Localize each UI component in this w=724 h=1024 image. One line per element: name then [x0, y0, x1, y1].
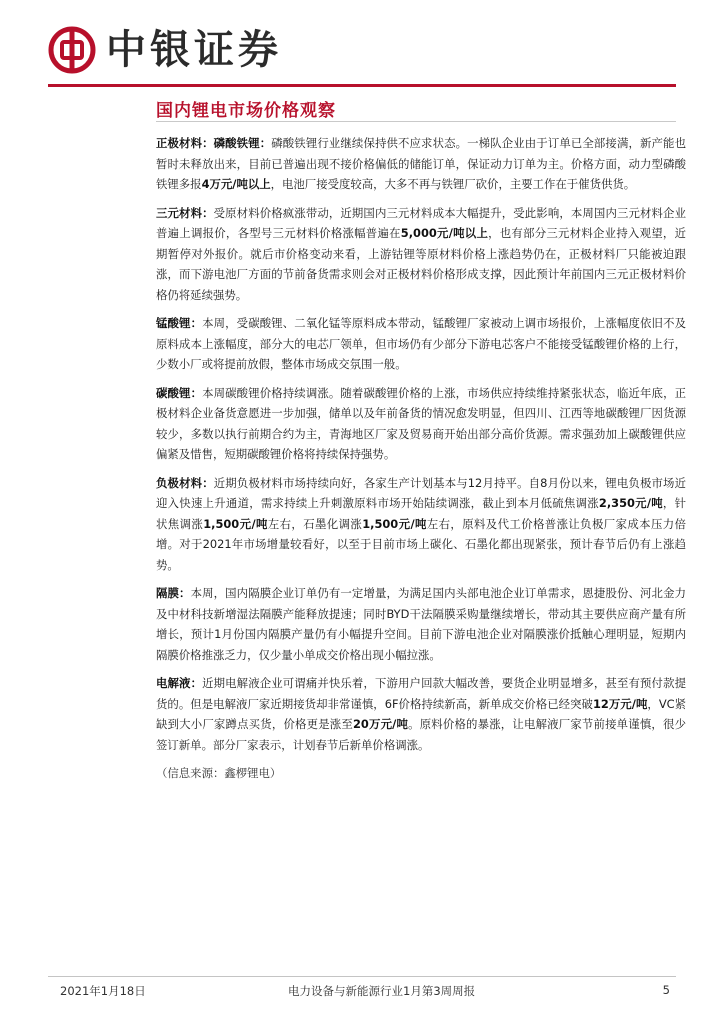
source-note: （信息来源：鑫椤锂电） [156, 766, 282, 780]
paragraph-text: 左右，石墨化调涨 [267, 516, 363, 531]
paragraph-cathode-lfp [156, 133, 686, 195]
header-rule [48, 84, 676, 87]
title-divider [156, 121, 676, 122]
price-highlight: 2,350元/吨 [598, 496, 663, 510]
article-body [156, 133, 686, 783]
footer-date: 2021年1月18日 [60, 984, 146, 998]
paragraph-lead: 电解液： [156, 676, 203, 690]
paragraph-ternary [156, 203, 686, 306]
price-highlight: 1,500元/吨 [362, 516, 427, 531]
paragraph-text: ，VC紧缺到大小厂家蹲点买货，价格更是涨至 [156, 696, 687, 731]
paragraph-text: 本周，受碳酸锂、二氧化锰等原料成本带动，锰酸锂厂家被动上调市场报价，上涨幅度依旧不及原料成本上涨幅度，部分大的电芯厂领单，但市场仍有少部分下游电芯客户不能接受锰酸锂价格的上行，少数小厂或将提前放假，整体市场成交氛围一般。 [156, 316, 686, 371]
paragraph-electrolyte [156, 673, 686, 755]
paragraph-lead: 锰酸锂： [156, 316, 203, 330]
paragraph-lead: 三元材料： [156, 205, 214, 220]
paragraph-lead: 负极材料： [156, 475, 214, 490]
paragraph-sublead: 磷酸铁锂： [213, 136, 272, 150]
paragraph-text: 近期电解液企业可谓痛并快乐着，下游用户回款大幅改善，要货企业明显增多，甚至有预付款提货的。但是电解液厂家近期接货却非常谨慎，6F价格持续新高，新单成交价格已经突破 [156, 676, 686, 711]
price-highlight: 20万元/吨 [352, 717, 409, 731]
paragraph-text: 磷酸铁锂行业继续保持供不应求状态。一梯队企业由于订单已全部接满，新产能也暂时未释放出来，目前已普遍出现不接价格偏低的储能订单，保证动力订单为主。价格方面，动力型磷酸铁锂多报 [156, 136, 686, 191]
price-highlight: 1,500元/吨 [203, 516, 268, 531]
paragraph-lead: 隔膜： [156, 586, 191, 600]
paragraph-lmo [156, 313, 686, 375]
paragraph-text: 本周，国内隔膜企业订单仍有一定增量，为满足国内头部电池企业订单需求，恩捷股份、河北金力及中材科技新增湿法隔膜产能释放提速；同时BYD干法隔膜采购量继续增长，带动其主要供应商产量有所增长，预计1月份国内隔膜产量仍有小幅提升空间。目前下游电池企业对隔膜涨价抵触心理明显，短期内隔膜价格推涨乏力，仅少量小单成交价格出现小幅拉涨。 [156, 586, 686, 662]
section-title: 国内锂电市场价格观察 [156, 101, 336, 121]
paragraph-lead: 碳酸锂： [156, 385, 203, 400]
footer-report-title: 电力设备与新能源行业1月第3周周报 [288, 984, 476, 998]
bank-of-china-logo-icon [48, 26, 96, 74]
paragraph-separator [156, 583, 686, 665]
paragraph-lead: 正极材料： [156, 136, 214, 150]
price-highlight: 12万元/吨 [592, 696, 648, 711]
paragraph-text: 左右，原料及代工价格普涨让负极厂家成本压力倍增。对于2021年市场增量较看好，以至于目前市场上碳化、石墨化都出现紧张，预计春节后仍有上涨趋势。 [156, 516, 686, 572]
paragraph-anode [156, 473, 686, 576]
header [48, 20, 282, 80]
paragraph-text: ，针状焦调涨 [156, 496, 686, 531]
paragraph-text: 本周碳酸锂价格持续调涨。随着碳酸锂价格的上涨，市场供应持续维持紧张状态，临近年底，正极材料企业备货意愿进一步加强，储单以及年前备货的情况愈发明显，但四川、江西等地碳酸锂厂因货源较少，多数以执行前期合约为主，青海地区厂家及贸易商开始出部分高价货源。需求强劲加上碳酸锂供应偏紧及惜售，短期碳酸锂价格将持续保持强势。 [156, 385, 686, 461]
price-highlight: 5,000元/吨以上 [400, 226, 489, 240]
footer-rule [48, 976, 676, 977]
paragraph-text: ，也有部分三元材料企业持入观望，近期暂停对外报价。就后市价格变动来看，上游钴锂等原材料价格上涨趋势仍在，正极材料厂只能被迫跟涨，而下游电池厂方面的节前备货需求则会对正极材料价格形成支撑，因此预计年前国内三元正极材料价格仍将延续强势。 [156, 226, 686, 302]
paragraph-text: 受原材料价格疯涨带动，近期国内三元材料成本大幅提升，受此影响，本周国内三元材料企业普遍上调报价，各型号三元材料价格涨幅普遍在 [156, 205, 686, 240]
price-highlight: 4万元/吨以上 [201, 177, 271, 191]
paragraph-lithium-carbonate [156, 383, 686, 465]
paragraph-text: 近期负极材料市场持续向好，各家生产计划基本与12月持平。自8月份以来，锂电负极市场近迎入快速上升通道，需求持续上升刺激原料市场开始陆续调涨，截止到本月低硫焦调涨 [156, 475, 686, 510]
page-number: 5 [662, 983, 670, 997]
paragraph-text: 。原料价格的暴涨，让电解液厂家节前接单谨慎，很少签订新单。部分厂家表示，计划春节后新单价格调涨。 [156, 717, 686, 752]
brand-name: 中银证券 [106, 26, 282, 73]
paragraph-text: ，电池厂接受度较高，大多不再与铁锂厂砍价，主要工作在于催货供货。 [270, 177, 636, 191]
